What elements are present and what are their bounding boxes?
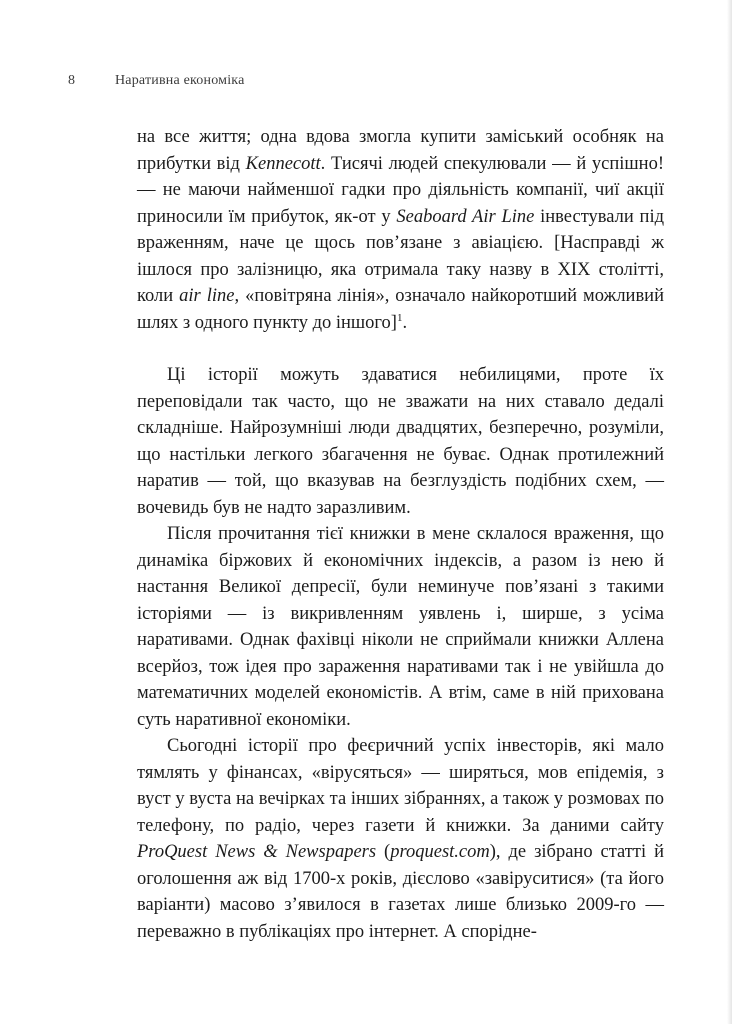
body-text-block [137,124,664,945]
page-number: 8 [68,73,76,88]
running-header [68,72,664,90]
running-title: Наративна економіка [115,73,245,88]
paragraph: Після прочитання тієї книжки в мене склалося враження, що динаміка біржових й економічних індексів, а разом із нею й настання Великої депресії, були неминуче пов’язані з такими історіями — із викривленням уявлень і, ширше, з усіма наративами. Однак фахівці ніколи не сприймали книжки Аллена всерйоз, тож ідея про зараження наративами так і не увійшла до математичних моделей економістів. А втім, саме в ній прихована суть наративної економіки. [137,524,664,730]
paragraph: Сьогодні історії про феєричний успіх інвесторів, які мало тямлять у фінансах, «вірусяться» — ширяться, мов епідемія, з вуст у вуста на вечірках та інших зібраннях, а також у розмовах по телефону, по радіо, через газети й книжки. За даними сайту ProQuest News & Newspapers (proquest.com), де зібрано статті й оголошення аж від 1700-х років, дієслово «завіруситися» (та його варіанти) масово з’явилося в газетах лише близько 2009-го — переважно в публікаціях про інтернет. А спорідне- [137,736,664,942]
paragraph-continuation: на все життя; одна вдова змогла купити заміський особняк на прибутки від Kennecott. Тисячі людей спекулювали — й успішно! — не маючи найменшої гадки про діяльність компанії, чиї акції приносили їм прибуток, як-от у Seaboard Air Line інвестували під враженням, наче це щось пов’язане з авіацією. [Насправді ж ішлося про залізницю, яка отримала таку назву в XIX столітті, коли air line, «повітряна лінія», означало найкоротший можливий шлях з одного пункту до іншого]$^1$. [137,127,665,333]
page-edge-shadow [727,0,732,1024]
paragraph: Ці історії можуть здаватися небилицями, проте їх переповідали так часто, що не зважати на них ставало дедалі складніше. Найрозумніші люди двадцятих, безперечно, розуміли, що настільки легкого збагачення не буває. Однак протилежний наратив — той, що вказував на безглуздість подібних схем, — вочевидь був не надто заразливим. [137,365,664,518]
